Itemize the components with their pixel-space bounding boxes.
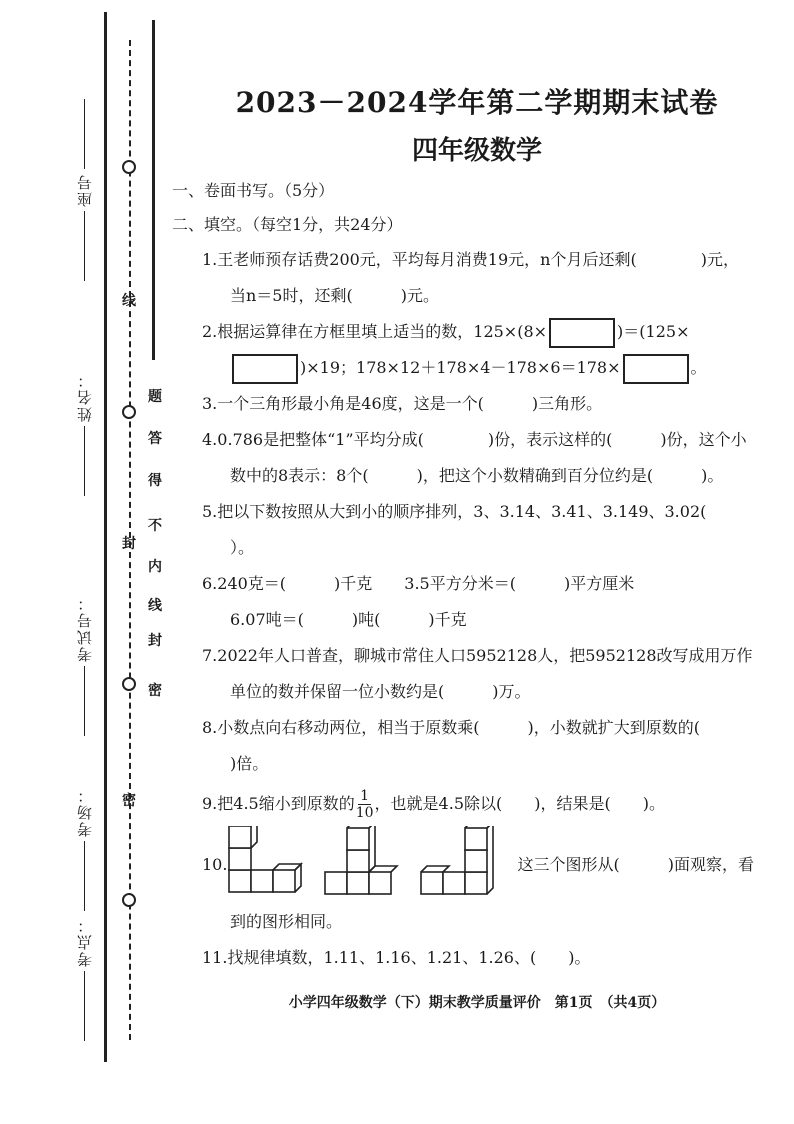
question-4[interactable] xyxy=(202,422,782,494)
binding-hole-3 xyxy=(122,677,136,691)
answer-box-1[interactable] xyxy=(549,318,615,348)
question-9[interactable] xyxy=(202,782,782,826)
name-blank[interactable] xyxy=(84,426,85,496)
question-10-line-2: 到的图形相同。 xyxy=(230,912,343,931)
question-10[interactable] xyxy=(202,826,782,904)
warning-char-1: 密 xyxy=(148,683,162,699)
question-4-line-1: 4.0.786是把整体“1”平均分成( )份，表示这样的( )份，这个小 xyxy=(202,430,747,449)
question-2-text-b: )＝(125× xyxy=(617,322,690,341)
question-8-line-1: 8.小数点向右移动两位，相当于原数乘( )，小数就扩大到原数的( xyxy=(202,718,700,737)
warning-char-6: 得 xyxy=(148,473,162,489)
warning-char-8: 题 xyxy=(148,389,162,405)
question-10-label: 10. xyxy=(202,855,228,874)
name-label: 姓名： xyxy=(76,371,94,422)
question-6-line-1: 6.240克＝( )千克 3.5平方分米＝( )平方厘米 xyxy=(202,574,635,593)
question-7[interactable] xyxy=(202,638,782,710)
question-5-line-2: ）。 xyxy=(230,538,255,557)
fraction xyxy=(356,788,374,821)
question-5[interactable] xyxy=(202,494,782,566)
answer-box-2[interactable] xyxy=(232,354,298,384)
site-blank[interactable] xyxy=(84,971,85,1041)
question-2-text-a: 2.根据运算律在方框里填上适当的数，125×(8× xyxy=(202,322,548,341)
question-8-line-2: )倍。 xyxy=(230,754,269,773)
cube-figure-1 xyxy=(227,826,305,904)
cube-figure-2 xyxy=(323,826,401,904)
cube-figure-3 xyxy=(419,826,499,904)
name-field[interactable] xyxy=(74,300,95,500)
question-9-text-b: ，也就是4.5除以( )，结果是( )。 xyxy=(374,794,665,813)
question-8[interactable] xyxy=(202,710,782,782)
warning-char-3: 线 xyxy=(148,598,162,614)
room-field[interactable] xyxy=(74,745,95,915)
binding-margin xyxy=(0,0,170,1124)
section-2-heading: 二、填空。（每空1分，共24分） xyxy=(172,215,403,234)
exam-no-field[interactable] xyxy=(74,540,95,740)
exam-subtitle: 四年级数学 xyxy=(411,136,542,166)
seat-field[interactable] xyxy=(74,95,95,285)
question-7-line-1: 7.2022年人口普查，聊城市常住人口5952128人，把5952128改写成用万作 xyxy=(202,646,753,665)
binding-hole-2 xyxy=(122,405,136,419)
binding-hole-4 xyxy=(122,893,136,907)
exam-content xyxy=(172,78,782,1012)
answer-box-3[interactable] xyxy=(623,354,689,384)
seat-blank-2[interactable] xyxy=(84,99,85,169)
question-1[interactable] xyxy=(202,242,782,314)
question-2[interactable] xyxy=(202,314,782,386)
question-10-continued xyxy=(202,904,782,940)
question-4-line-2: 数中的8表示：8个( )，把这个小数精确到百分位约是( )。 xyxy=(230,466,724,485)
exam-title: 2023－2024学年第二学期期末试卷 xyxy=(235,86,719,119)
binding-hole-1 xyxy=(122,160,136,174)
fraction-denominator: 10 xyxy=(355,805,374,821)
question-1-line-2: 当n＝5时，还剩( )元。 xyxy=(230,286,439,305)
site-field[interactable] xyxy=(74,915,95,1045)
margin-char-xian: 线 xyxy=(122,293,136,309)
section-1-heading: 一、卷面书写。（5分） xyxy=(172,181,335,200)
question-2-text-c: )×19；178×12＋178×4－178×6＝178× xyxy=(300,358,621,377)
question-2-line-2 xyxy=(202,350,782,386)
room-blank[interactable] xyxy=(84,841,85,911)
question-6-line-2: 6.07吨＝( )吨( )千克 xyxy=(230,610,467,629)
margin-line-right xyxy=(152,20,155,360)
question-5-line-1: 5.把以下数按照从大到小的顺序排列，3、3.14、3.41、3.149、3.02( xyxy=(202,502,723,521)
seat-blank[interactable] xyxy=(84,211,85,281)
question-9-text-a: 9.把4.5缩小到原数的 xyxy=(202,794,355,813)
question-11[interactable]: 11.找规律填数，1.11、1.16、1.21、1.26、( )。 xyxy=(202,948,591,967)
margin-char-feng: 封 xyxy=(122,536,136,552)
warning-char-2: 封 xyxy=(148,633,162,649)
question-6[interactable] xyxy=(202,566,782,638)
warning-char-4: 内 xyxy=(148,559,162,575)
question-1-line-1: 1.王老师预存话费200元，平均每月消费19元，n个月后还剩( )元， xyxy=(202,250,739,269)
warning-char-7: 答 xyxy=(148,431,162,447)
question-3[interactable]: 3.一个三角形最小角是46度，这是一个( )三角形。 xyxy=(202,394,603,413)
fraction-numerator: 1 xyxy=(360,788,370,804)
margin-char-mi: 密 xyxy=(122,793,136,809)
question-2-text-d: 。 xyxy=(690,358,707,377)
question-7-line-2: 单位的数并保留一位小数约是( )万。 xyxy=(230,682,531,701)
room-label: 考场： xyxy=(76,786,94,837)
question-10-text: 这三个图形从( )面观察，看 xyxy=(517,855,754,874)
seat-label: 座号 xyxy=(76,173,94,207)
exam-no-blank[interactable] xyxy=(84,666,85,736)
warning-char-5: 不 xyxy=(148,518,162,534)
exam-no-label: 考试号： xyxy=(76,594,94,662)
margin-line-left xyxy=(104,12,107,1062)
page-footer: 小学四年级数学（下）期末教学质量评价 第1页 （共4页） xyxy=(288,995,666,1011)
site-label: 考点： xyxy=(76,916,94,967)
